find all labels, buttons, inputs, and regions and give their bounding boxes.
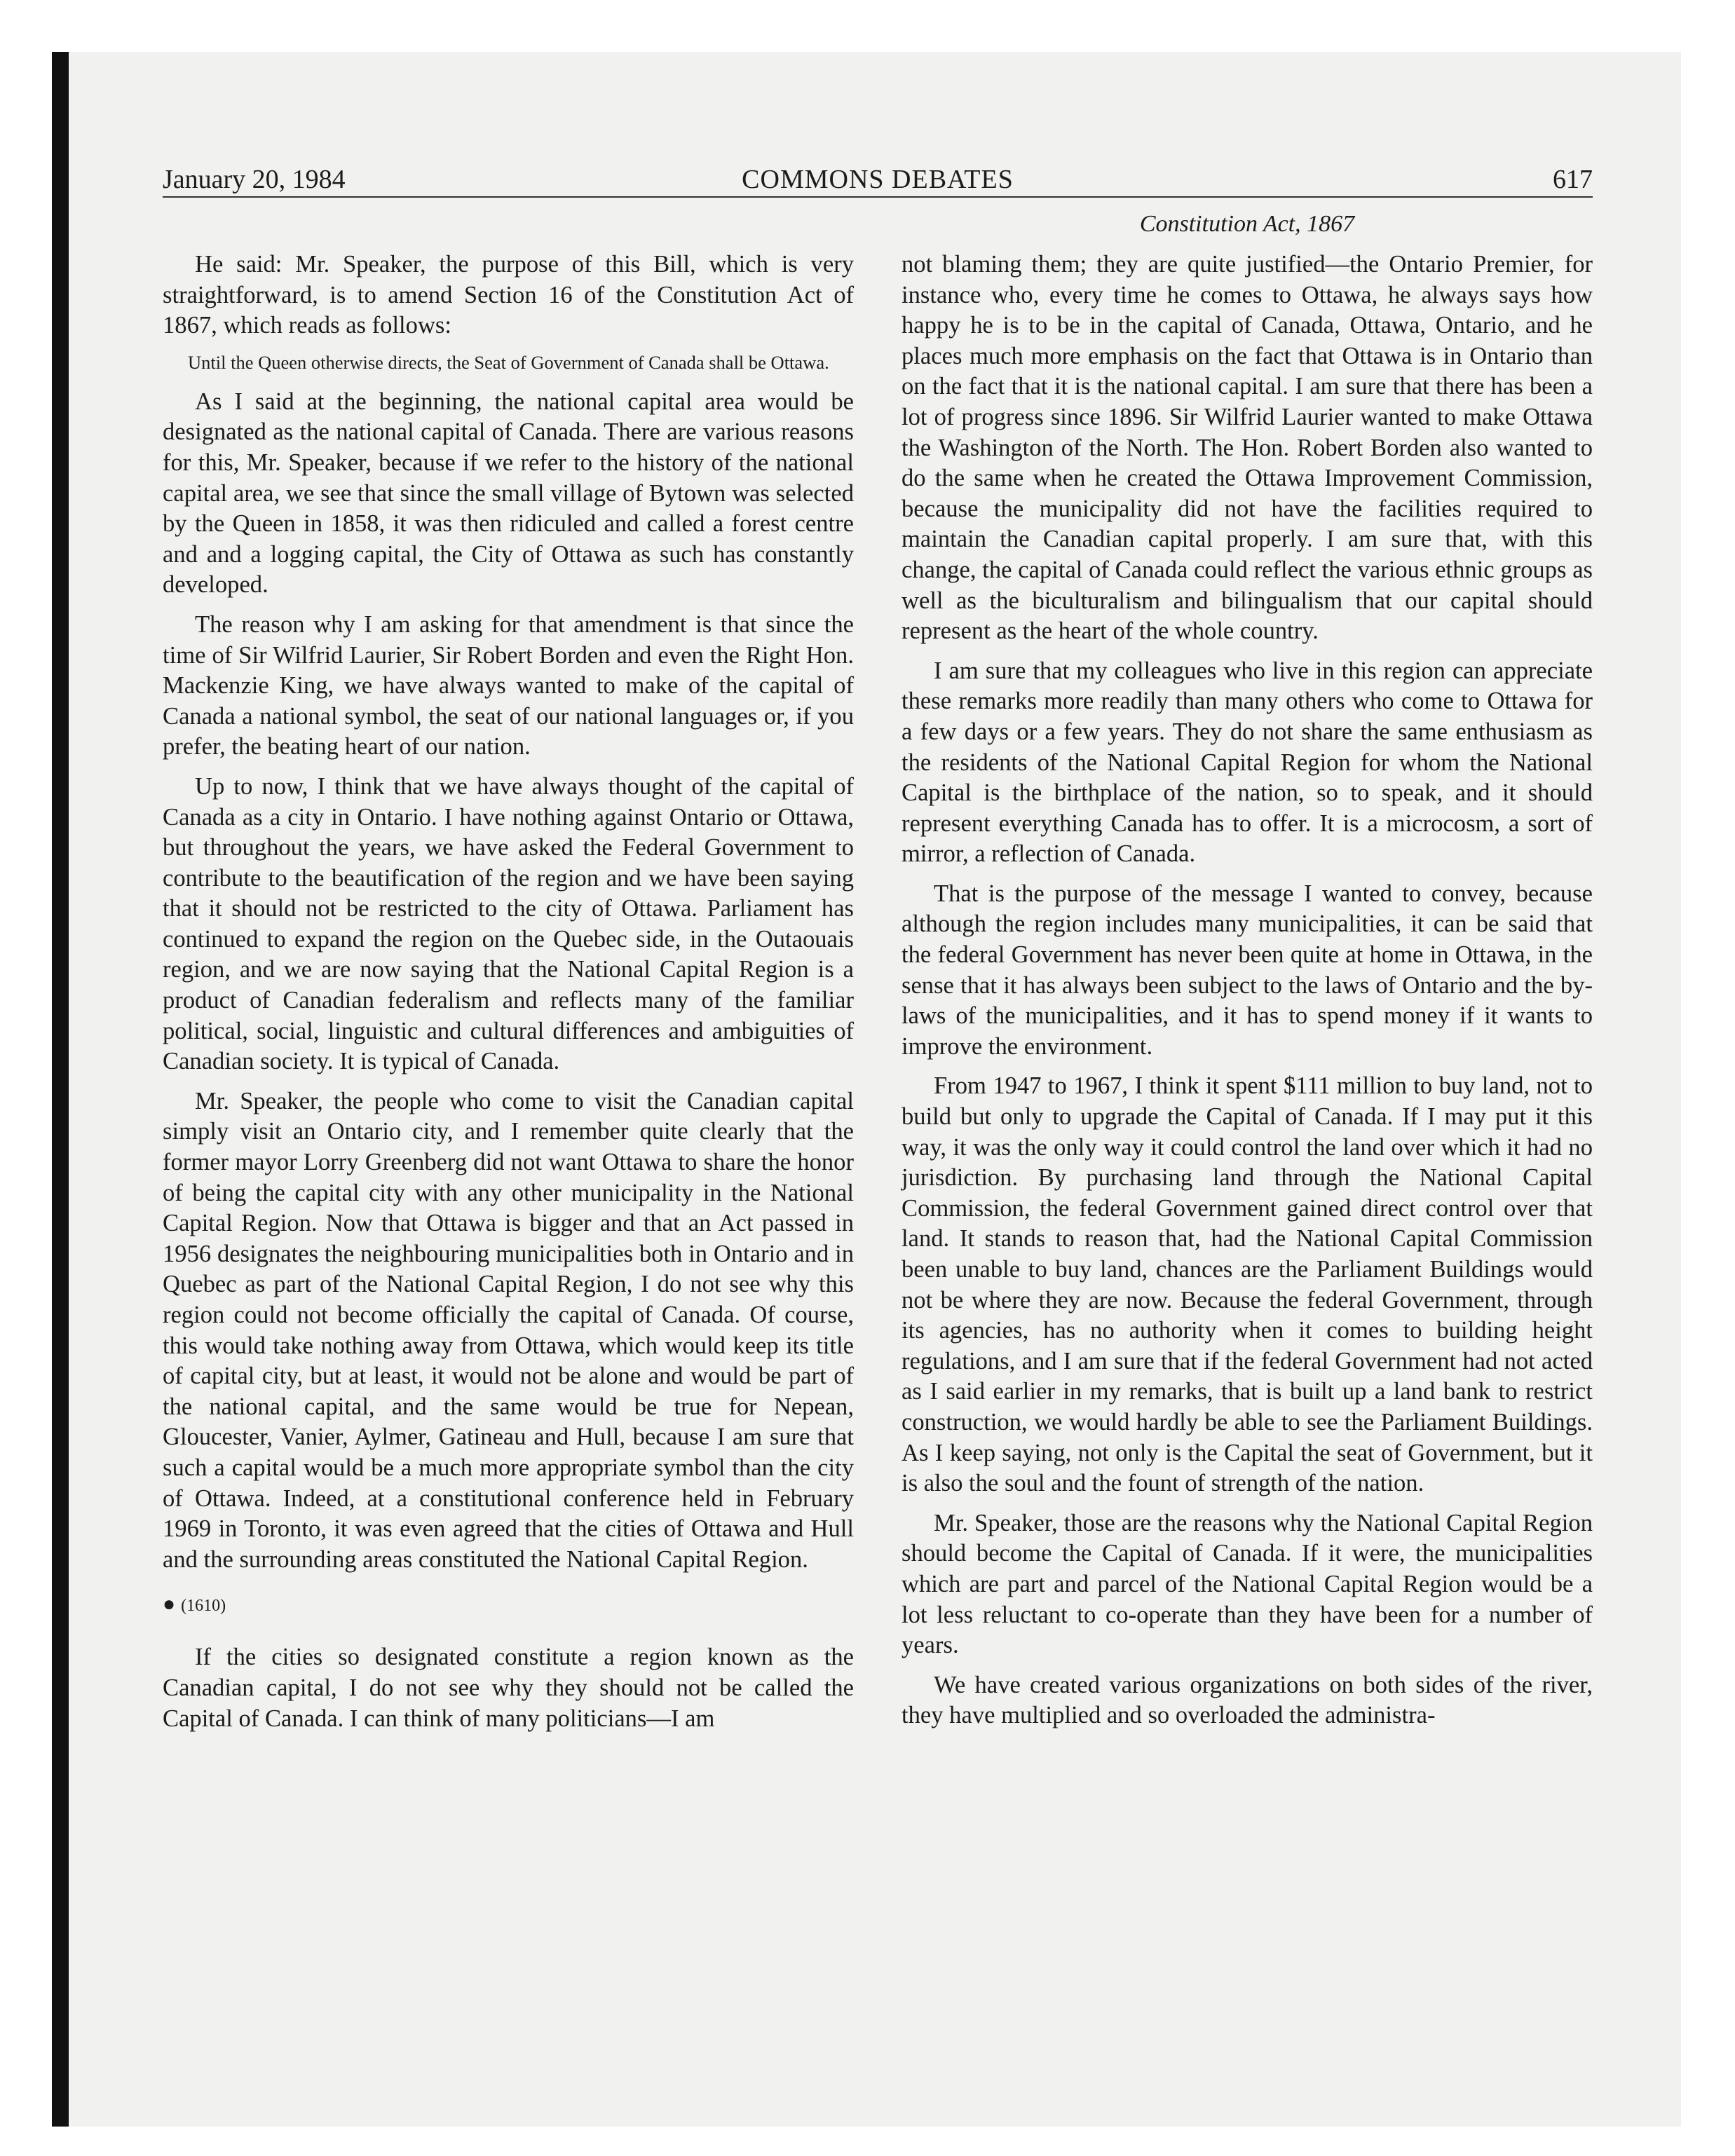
paragraph: As I said at the beginning, the national capital area would be designated as the national capital of Canada. There are various reasons for this, Mr. Speaker, because if we refer to the history of the national capital area, we see that since the small village of Bytown was selected by the Queen in 1858, it was then ridiculed and called a forest centre and and a logging capital, the City of Ottawa as such has constantly developed. xyxy=(163,388,854,599)
header-title: COMMONS DEBATES xyxy=(742,165,1014,194)
time-marker xyxy=(163,1590,854,1620)
bullet-icon: ● xyxy=(163,1592,176,1616)
left-column xyxy=(163,250,854,1743)
paragraph: He said: Mr. Speaker, the purpose of this Bill, which is very straightforward, is to amend Section 16 of the Constitution Act of 1867, which reads as follows: xyxy=(163,251,854,339)
paragraph: not blaming them; they are quite justified—the Ontario Premier, for instance who, every time he comes to Ottawa, he always says how happy he is to be in the capital of Canada, Ottawa, Ontario, and he places much more emphasis on the fact that Ottawa is in Ontario than on the fact that it is the national capital. I am sure that there has been a lot of progress since 1896. Sir Wilfrid Laurier wanted to make Ottawa the Washington of the North. The Hon. Robert Borden also wanted to do the same when he created the Ottawa Improvement Commission, because the municipality did not have the facilities required to maintain the Canadian capital properly. I am sure that, with this change, the capital of Canada could reflect the various ethnic groups as well as the biculturalism and bilingualism that our capital should represent as the heart of the whole country. xyxy=(901,251,1593,645)
page-header xyxy=(163,158,1593,200)
scan-edge xyxy=(52,52,69,2127)
paragraph: The reason why I am asking for that amendment is that since the time of Sir Wilfrid Laurier, Sir Robert Borden and even the Right Hon. Mackenzie King, we have always wanted to make of the capital of Canada a national symbol, the seat of our national languages or, if you prefer, the beating heart of our nation. xyxy=(163,610,854,760)
header-date: January 20, 1984 xyxy=(163,165,346,194)
paragraph: Mr. Speaker, those are the reasons why the National Capital Region should become the Capital of Canada. If it were, the municipalities which are part and parcel of the National Capital Region would be a lot less reluctant to co-operate than they have been for a number of years. xyxy=(901,1509,1593,1659)
paragraph: I am sure that my colleagues who live in this region can appreciate these remarks more readily than many others who come to Ottawa for a few days or a few years. They do not share the same enthusiasm as the residents of the National Capital Region for whom the National Capital is the birthplace of the nation, so to speak, and it should represent everything Canada has to offer. It is a microcosm, a sort of mirror, a reflection of Canada. xyxy=(901,657,1593,868)
paragraph: If the cities so designated constitute a region known as the Canadian capital, I do not see why they should not be called the Capital of Canada. I can think of many politicians—I am xyxy=(163,1644,854,1732)
paragraph: That is the purpose of the message I wanted to convey, because although the region includes many municipalities, it can be said that the federal Government has never been quite at home in Ottawa, in the sense that it has always been subject to the laws of Ontario and the by-laws of the municipalities, and it has to spend money if it wants to improve the environment. xyxy=(901,880,1593,1060)
paragraph: We have created various organizations on both sides of the river, they have multiplied and so overloaded the administra- xyxy=(901,1671,1593,1729)
time-marker-text: (1610) xyxy=(181,1597,226,1616)
right-column xyxy=(901,250,1593,1740)
quoted-statute: Until the Queen otherwise directs, the Seat of Government of Canada shall be Ottawa. xyxy=(188,351,829,373)
paragraph: From 1947 to 1967, I think it spent $111 million to buy land, not to build but only to upgrade the Capital of Canada. If I may put it this way, it was the only way it could control the land over which it had no jurisdiction. By purchasing land through the National Capital Commission, the federal Government gained direct control over that land. It stands to reason that, had the National Capital Commission been unable to buy land, chances are the Parliament Buildings would not be where they are now. Because the federal Government, through its agencies, has no authority when it comes to building height regulations, and I am sure that if the federal Government had not acted as I said earlier in my remarks, that is built up a land bank to restrict construction, we would hardly be able to see the Parliament Buildings. As I keep saying, not only is the Capital the seat of Government, but it is also the soul and the fount of strength of the nation. xyxy=(901,1072,1593,1497)
running-head: Constitution Act, 1867 xyxy=(1139,211,1355,237)
header-rule xyxy=(163,196,1593,198)
paragraph: Mr. Speaker, the people who come to visit the Canadian capital simply visit an Ontario city, and I remember quite clearly that the former mayor Lorry Greenberg did not want Ottawa to share the honor of being the capital city with any other municipality in the National Capital Region. Now that Ottawa is bigger and that an Act passed in 1956 designates the neighbouring municipalities both in Ontario and in Quebec as part of the National Capital Region, I do not see why this region could not become officially the capital of Canada. Of course, this would take nothing away from Ottawa, which would keep its title of capital city, but at least, it would not be alone and would be part of the national capital, and the same would be true for Nepean, Gloucester, Vanier, Aylmer, Gatineau and Hull, because I am sure that such a capital would be a much more appropriate symbol than the city of Ottawa. Indeed, at a constitutional conference held in February 1969 in Toronto, it was even agreed that the cities of Ottawa and Hull and the surrounding areas constituted the National Capital Region. xyxy=(163,1087,854,1573)
page-number: 617 xyxy=(1553,165,1593,194)
paragraph: Up to now, I think that we have always thought of the capital of Canada as a city in Ontario. I have nothing against Ontario or Ottawa, but throughout the years, we have asked the Federal Government to contribute to the beautification of the region and we have been saying that it should not be restricted to the city of Ottawa. Parliament has continued to expand the region on the Quebec side, in the Outaouais region, and we are now saying that the National Capital Region is a product of Canadian federalism and reflects many of the familiar political, social, linguistic and cultural differences and ambiguities of Canadian society. It is typical of Canada. xyxy=(163,772,854,1075)
